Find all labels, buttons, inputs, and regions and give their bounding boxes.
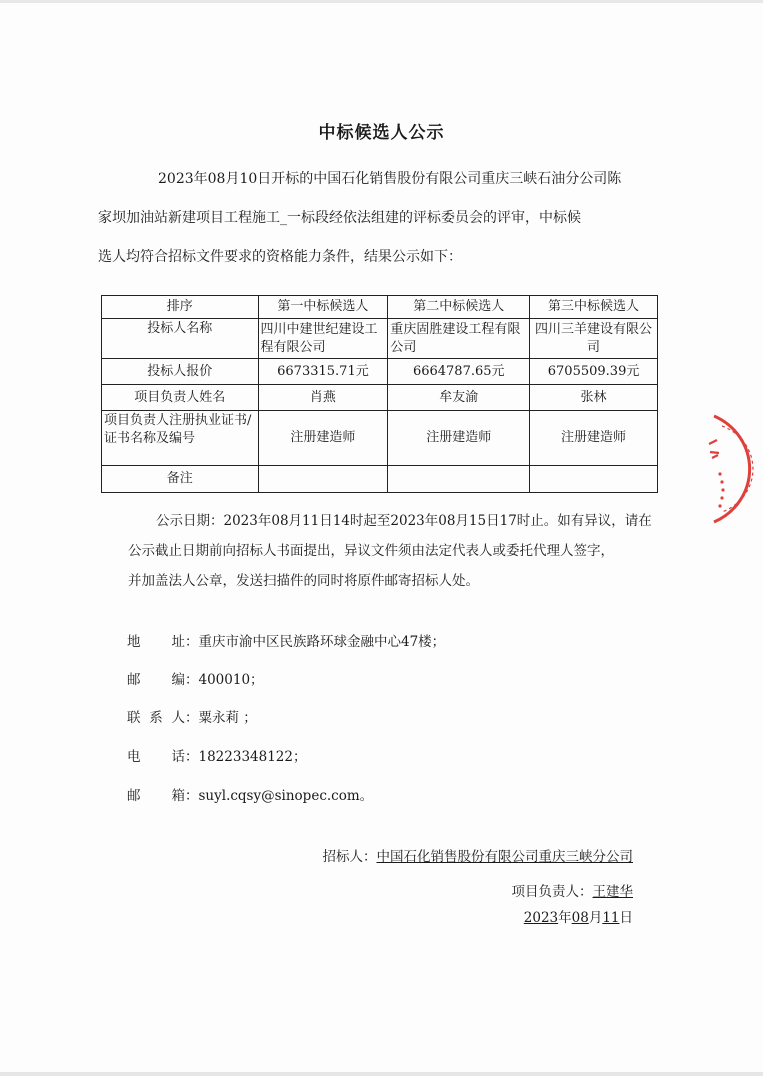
table-cell: 重庆固胜建设工程有限公司	[388, 319, 530, 359]
table-header-row	[102, 296, 658, 319]
contact-value: suyl.cqsy@sinopec.com。	[198, 788, 374, 804]
manager-label: 项目负责人：	[511, 884, 593, 900]
tenderer-name: 中国石化销售股份有限公司重庆三峡分公司	[376, 849, 633, 865]
contact-label: 地址	[127, 634, 185, 650]
contact-email: 邮箱：suyl.cqsy@sinopec.com。	[127, 788, 374, 804]
page-title: 中标候选人公示	[318, 123, 445, 143]
table-cell: 6664787.65元	[388, 359, 530, 385]
row-label: 备注	[102, 466, 259, 493]
table-header-cell: 第一中标候选人	[258, 296, 388, 319]
notice-line-1: 公示日期：2023年08月11日14时起至2023年08月15日17时止。如有异议，请在	[156, 513, 652, 529]
table-cell: 注册建造师	[530, 411, 658, 466]
table-cell: 注册建造师	[258, 411, 388, 466]
table-header-cell: 第二中标候选人	[388, 296, 530, 319]
table-row	[102, 385, 658, 411]
contact-label: 电话	[127, 749, 185, 765]
contact-value: 粟永莉 ；	[198, 710, 257, 726]
scan-edge-top	[0, 0, 763, 3]
contact-postcode: 邮编：400010；	[127, 672, 264, 688]
table-row	[102, 359, 658, 385]
table-cell: 肖燕	[258, 385, 388, 411]
table-header-cell: 第三中标候选人	[530, 296, 658, 319]
manager-name: 王建华	[592, 884, 633, 900]
row-label: 投标人名称	[102, 319, 259, 359]
scan-edge-bottom	[0, 1072, 763, 1076]
table-header-cell: 排序	[102, 296, 259, 319]
table-cell	[388, 466, 530, 493]
notice-line-2: 公示截止日期前向招标人书面提出，异议文件须由法定代表人或委托代理人签字，	[128, 543, 614, 559]
contact-value: 重庆市渝中区民族路环球金融中心47楼；	[198, 634, 446, 650]
table-row	[102, 466, 658, 493]
contact-phone: 电话：18223348122；	[127, 749, 307, 765]
contact-address: 地址：重庆市渝中区民族路环球金融中心47楼；	[127, 634, 446, 650]
table-cell: 6673315.71元	[258, 359, 388, 385]
intro-line-3: 选人均符合招标文件要求的资格能力条件，结果公示如下：	[98, 249, 462, 265]
contact-value: 18223348122；	[198, 749, 307, 765]
manager-signature	[512, 880, 634, 900]
table-cell: 张林	[530, 385, 658, 411]
table-cell: 四川中建世纪建设工程有限公司	[258, 319, 388, 359]
tenderer-label: 招标人：	[322, 849, 377, 865]
table-row	[102, 319, 658, 359]
contact-label: 邮箱	[127, 788, 185, 804]
intro-line-1: 2023年08月10日开标的中国石化销售股份有限公司重庆三峡石油分公司陈	[158, 171, 622, 187]
row-label: 项目负责人注册执业证书/证书名称及编号	[102, 411, 259, 466]
table-cell: 注册建造师	[388, 411, 530, 466]
contact-person: 联系人：粟永莉 ；	[127, 710, 257, 726]
notice-paragraph	[128, 506, 658, 596]
tenderer-signature	[323, 845, 634, 865]
contact-label: 联系人	[127, 710, 185, 726]
signature-date: 2023年08月11日	[523, 910, 633, 926]
contact-label: 邮编	[127, 672, 185, 688]
table-cell	[530, 466, 658, 493]
contact-value: 400010；	[198, 672, 264, 688]
intro-line-2: 家坝加油站新建项目工程施工_一标段经依法组建的评标委员会的评审，中标候	[98, 210, 581, 226]
candidate-table	[101, 295, 658, 493]
table-cell: 6705509.39元	[530, 359, 658, 385]
row-label: 投标人报价	[102, 359, 259, 385]
row-label: 项目负责人姓名	[102, 385, 259, 411]
intro-paragraph	[98, 160, 658, 277]
table-cell: 四川三羊建设有限公司	[530, 319, 658, 359]
notice-line-3: 并加盖法人公章，发送扫描件的同时将原件邮寄招标人处。	[128, 573, 479, 589]
table-row	[102, 411, 658, 466]
table-cell	[258, 466, 388, 493]
red-seal-fragment-icon	[700, 410, 760, 530]
table-cell: 牟友渝	[388, 385, 530, 411]
